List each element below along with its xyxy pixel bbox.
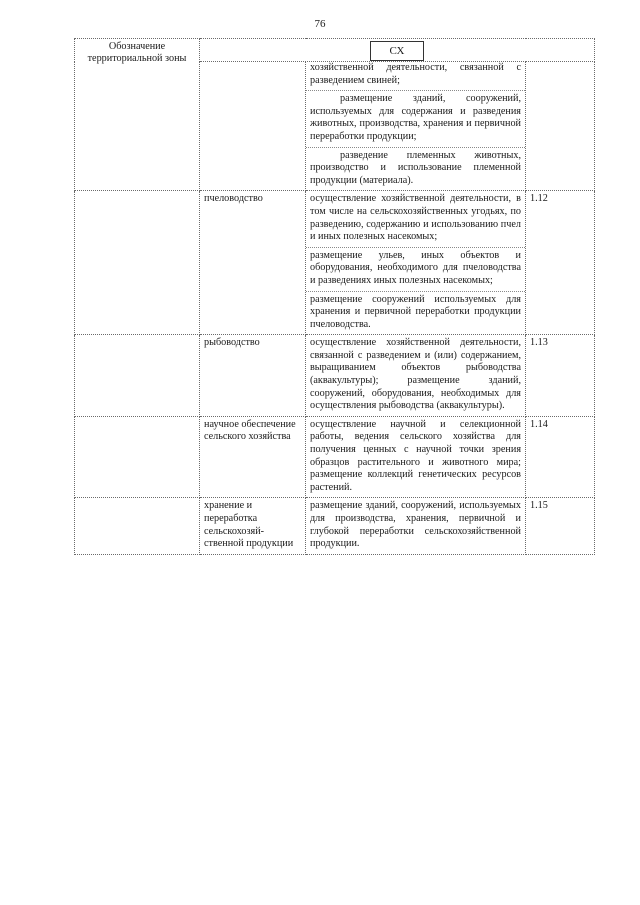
use-description-cell (306, 191, 526, 335)
table-row (75, 498, 595, 554)
zone-table (74, 38, 595, 555)
use-code: 1.12 (526, 191, 595, 335)
use-code: 1.13 (526, 335, 595, 417)
description-part: разведение племенных животных, производство и использование племенной продукции (материала). (310, 149, 521, 186)
table-row (75, 416, 595, 498)
use-description-cell (306, 62, 526, 191)
use-name-cell: пчеловодство (200, 191, 306, 335)
use-code: 1.14 (526, 416, 595, 498)
use-code-cell (526, 62, 595, 191)
zone-column-cell (75, 416, 200, 498)
use-description-cell (306, 416, 526, 498)
table-row (75, 335, 595, 417)
table-header-row (75, 39, 595, 62)
use-name-cell: рыбоводство (200, 335, 306, 417)
use-description-cell (306, 335, 526, 417)
description-part: размещение сооружений используемых для хранения и первичной переработки продукции пчеловодства. (310, 293, 521, 330)
zone-column-cell (75, 498, 200, 554)
use-name-cell: научное обеспечение сельского хозяйства (200, 416, 306, 498)
description-part: размещение зданий, сооружений, используемых для производства, хранения, первичной и глубокой переработки сельскохозяйственной продукции. (310, 500, 521, 550)
description-part: размещение зданий, сооружений, используемых для содержания и разведения животных, производства, хранения и первичной переработки продукции; (306, 91, 525, 147)
description-part: осуществление хозяйственной деятельности, в том числе на сельскохозяйственных угодьях, по разведению, содержанию и использованию пчел и иных полезных насекомых; (306, 191, 525, 247)
zone-column-cell (75, 335, 200, 417)
description-part: хозяйственной деятельности, связанной с разведением свиней; (306, 60, 525, 91)
zone-code: СХ (370, 41, 424, 61)
zone-designation-label: Обозначение территориальной зоны (75, 39, 200, 191)
use-name-cell: хранение и переработка сельскохозяй-ственной продукции (200, 498, 306, 554)
description-part: осуществление хозяйственной деятельности, связанной с разведением и (или) содержанием, выращиванием объектов рыбоводства (аквакультуры); размещение зданий, сооружений, оборудования, необходимых для осуществления рыбоводства (аквакультуры). (310, 337, 521, 412)
description-part: размещение ульев, иных объектов и оборудования, необходимого для пчеловодства и разведениях иных полезных насекомых; (306, 248, 525, 292)
use-description-cell (306, 498, 526, 554)
page-number: 76 (314, 18, 326, 30)
zone-column-cell (75, 191, 200, 335)
table-row (75, 191, 595, 335)
description-part: осуществление научной и селекционной работы, ведения сельского хозяйства для получения ценных с научной точки зрения образцов растительного и животного мира; размещение коллекций генетических ресурсов растений. (310, 418, 521, 493)
use-code: 1.15 (526, 498, 595, 554)
use-name-cell (200, 62, 306, 191)
zone-code-cell (200, 39, 595, 62)
